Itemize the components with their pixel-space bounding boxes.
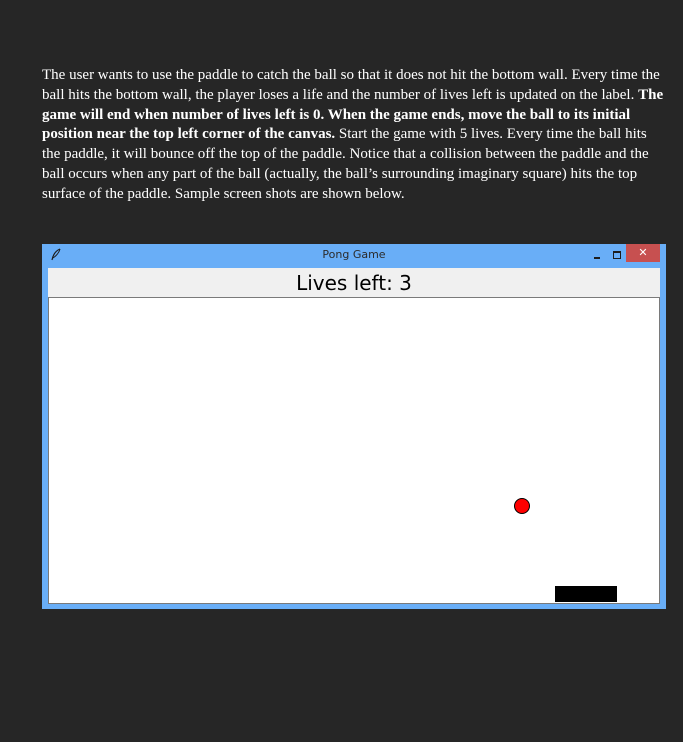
- title-bar[interactable]: [42, 244, 666, 267]
- instructions-text-part1: The user wants to use the paddle to catch the ball so that it does not hit the bottom wall. Every time the ball hits the bottom wall, the player loses a life and the number of lives left is updated on the label.: [42, 67, 660, 103]
- client-area: [48, 268, 660, 604]
- pong-game-window: [42, 244, 666, 609]
- paddle[interactable]: [555, 586, 617, 602]
- minimize-button[interactable]: [588, 247, 606, 263]
- close-icon: ✕: [638, 246, 648, 259]
- maximize-button[interactable]: [608, 247, 626, 263]
- window-title: Pong Game: [322, 248, 386, 261]
- game-canvas[interactable]: [48, 297, 660, 604]
- instructions-text-part2: Start the game with 5 lives. Every time the ball hits the paddle, it will bounce off the top of the paddle. Notice that a collision between the paddle and the ball occurs when any part of the ball (actually, the ball’s surrounding imaginary square) hits the top surface of the paddle. Sample screen shots are shown below.: [42, 126, 649, 202]
- instructions-bold-text: The game will end when number of lives left is 0. When the game ends, move the ball to its initial position near the top left corner of the canvas.: [42, 86, 664, 143]
- lives-label: Lives left: 3: [296, 271, 412, 295]
- instructions-paragraph: [42, 66, 666, 205]
- ball: [514, 498, 530, 514]
- close-button[interactable]: [626, 244, 660, 262]
